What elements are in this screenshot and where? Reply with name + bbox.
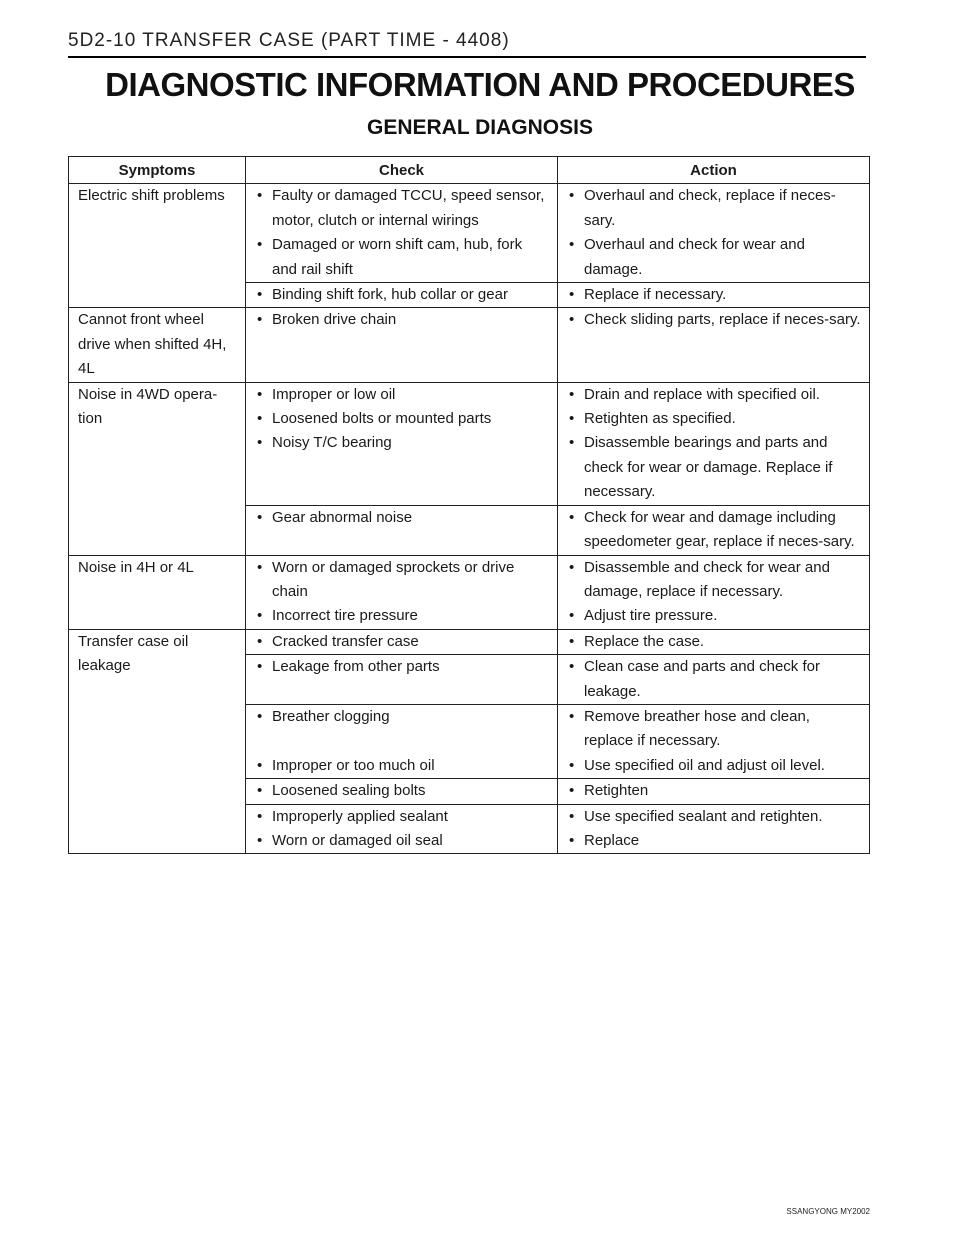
symptom-cell: Noise in 4H or 4L xyxy=(69,555,246,629)
header-symptoms: Symptoms xyxy=(69,157,246,184)
check-item: • Breather clogging xyxy=(255,705,551,729)
check-cell xyxy=(246,804,558,854)
sub-title: GENERAL DIAGNOSIS xyxy=(367,116,593,139)
action-cell xyxy=(558,629,870,654)
check-cell xyxy=(246,283,558,308)
check-item: • Broken drive chain xyxy=(255,308,551,332)
action-cell xyxy=(558,283,870,308)
action-cell xyxy=(558,382,870,505)
action-item: • Use specified oil and adjust oil level. xyxy=(567,754,863,778)
action-item: • Check for wear and damage including speedometer gear, replace if neces-sary. xyxy=(567,506,863,555)
action-item: • Drain and replace with specified oil. xyxy=(567,383,863,407)
check-item: • Damaged or worn shift cam, hub, fork and rail shift xyxy=(255,233,551,282)
check-item: • Improper or too much oil xyxy=(255,754,551,778)
page-header-title: 5D2-10 TRANSFER CASE (PART TIME - 4408) xyxy=(68,30,510,51)
main-title: DIAGNOSTIC INFORMATION AND PROCEDURES xyxy=(105,66,855,103)
check-item: • Worn or damaged sprockets or drive chain xyxy=(255,556,551,605)
check-item: • Gear abnormal noise xyxy=(255,506,551,530)
action-item: • Retighten xyxy=(567,779,863,803)
check-cell xyxy=(246,308,558,382)
action-cell xyxy=(558,555,870,629)
table-header-row xyxy=(69,157,870,184)
check-item: • Worn or damaged oil seal xyxy=(255,829,551,853)
table-row xyxy=(69,555,870,629)
action-item: • Overhaul and check for wear and damage. xyxy=(567,233,863,282)
check-item: • Noisy T/C bearing xyxy=(255,431,551,455)
check-cell xyxy=(246,505,558,555)
header-check: Check xyxy=(246,157,558,184)
table-row xyxy=(69,308,870,382)
action-cell xyxy=(558,184,870,283)
action-item: • Adjust tire pressure. xyxy=(567,604,863,628)
action-item: • Replace xyxy=(567,829,863,853)
check-cell xyxy=(246,184,558,283)
action-item: • Remove breather hose and clean, replace if necessary. xyxy=(567,705,863,754)
check-item: • Binding shift fork, hub collar or gear xyxy=(255,283,551,307)
check-item: • Faulty or damaged TCCU, speed sensor, motor, clutch or internal wirings xyxy=(255,184,551,233)
action-cell xyxy=(558,779,870,804)
symptom-cell: Transfer case oil leakage xyxy=(69,629,246,854)
check-cell xyxy=(246,629,558,654)
check-cell xyxy=(246,655,558,705)
action-cell xyxy=(558,505,870,555)
action-item: • Retighten as specified. xyxy=(567,407,863,431)
table-row xyxy=(69,629,870,654)
check-item: • Incorrect tire pressure xyxy=(255,604,551,628)
symptom-cell: Electric shift problems xyxy=(69,184,246,308)
header-rule xyxy=(68,56,866,58)
header-action: Action xyxy=(558,157,870,184)
table-row xyxy=(69,184,870,283)
check-cell xyxy=(246,555,558,629)
action-item: • Replace if necessary. xyxy=(567,283,863,307)
action-cell xyxy=(558,655,870,705)
check-item: • Improper or low oil xyxy=(255,383,551,407)
check-item: • Loosened bolts or mounted parts xyxy=(255,407,551,431)
symptom-cell: Cannot front wheel drive when shifted 4H, 4L xyxy=(69,308,246,382)
action-item: • Use specified sealant and retighten. xyxy=(567,805,863,829)
footer-model-label: SSANGYONG MY2002 xyxy=(786,1207,870,1216)
check-cell xyxy=(246,704,558,778)
action-item: • Disassemble and check for wear and damage, replace if necessary. xyxy=(567,556,863,605)
action-item: • Replace the case. xyxy=(567,630,863,654)
check-cell xyxy=(246,382,558,505)
symptom-cell: Noise in 4WD opera-tion xyxy=(69,382,246,555)
action-cell xyxy=(558,308,870,382)
check-item: • Loosened sealing bolts xyxy=(255,779,551,803)
action-cell xyxy=(558,804,870,854)
diagnosis-table xyxy=(68,156,870,854)
action-item: • Disassemble bearings and parts and check for wear or damage. Replace if necessary. xyxy=(567,431,863,504)
check-item: • Improperly applied sealant xyxy=(255,805,551,829)
action-item: • Overhaul and check, replace if neces-sary. xyxy=(567,184,863,233)
action-item: • Check sliding parts, replace if neces-sary. xyxy=(567,308,863,332)
table-row xyxy=(69,382,870,505)
action-cell xyxy=(558,704,870,778)
check-cell xyxy=(246,779,558,804)
action-item: • Clean case and parts and check for leakage. xyxy=(567,655,863,704)
check-item: • Cracked transfer case xyxy=(255,630,551,654)
check-item: • Leakage from other parts xyxy=(255,655,551,679)
